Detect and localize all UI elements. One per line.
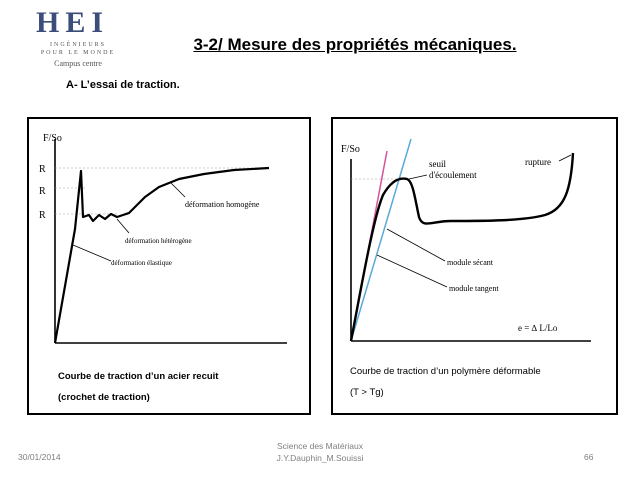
figure1-caption-line1: Courbe de traction d’un acier recuit [58,371,219,382]
footer-course-title: Science des Matériaux [277,441,363,451]
annotation-heterogene: déformation hétérogène [125,237,192,245]
level-label-1: R [39,164,46,175]
leader-rupture [559,155,571,161]
annotation-module-secant: module sécant [447,258,493,267]
logo-line2: POUR LE MONDE [40,50,116,56]
steel-curve [55,168,269,343]
leader-heterogene [117,219,129,233]
school-logo [18,6,140,72]
leader-homogene [171,183,185,197]
annotation-rupture: rupture [525,157,551,167]
x-axis-label: e = ∆ L/Lo [518,323,558,333]
level-label-2: R [39,186,46,197]
slide-title: 3-2/ Mesure des propriétés mécaniques. [193,35,517,54]
y-axis-label: F/So [43,133,62,144]
annotation-ecoulement: d'écoulement [429,170,477,180]
tangent-modulus-line [351,139,411,341]
leader-secant [387,229,445,261]
logo-campus: Campus centre [54,59,102,68]
slide-subtitle: A- L’essai de traction. [66,79,180,91]
polymer-curve [351,153,573,341]
y-axis-label: F/So [341,144,360,155]
figure2-caption-line1: Courbe de traction d’un polymère déformable [350,366,541,377]
figure1-caption-line2: (crochet de traction) [58,392,150,403]
footer-page-number: 66 [584,452,594,462]
leader-seuil [409,175,427,179]
logo-line1: INGÉNIEURS [50,42,106,48]
footer-date: 30/01/2014 [18,452,61,462]
annotation-seuil: seuil [429,159,446,169]
footer-authors: J.Y.Dauphin_M.Souissi [276,453,364,463]
annotation-module-tangent: module tangent [449,284,499,293]
leader-tangent [377,255,447,287]
annotation-homogene: déformation homogène [185,200,260,209]
footer-course [240,440,400,464]
level-label-3: R [39,210,46,221]
leader-elastique [73,245,111,261]
logo-wordmark: HEI [36,6,110,39]
figure2-caption-line2: (T > Tg) [350,387,384,398]
annotation-elastique: déformation élastique [111,259,172,267]
steel-curve-diagram [29,119,309,413]
